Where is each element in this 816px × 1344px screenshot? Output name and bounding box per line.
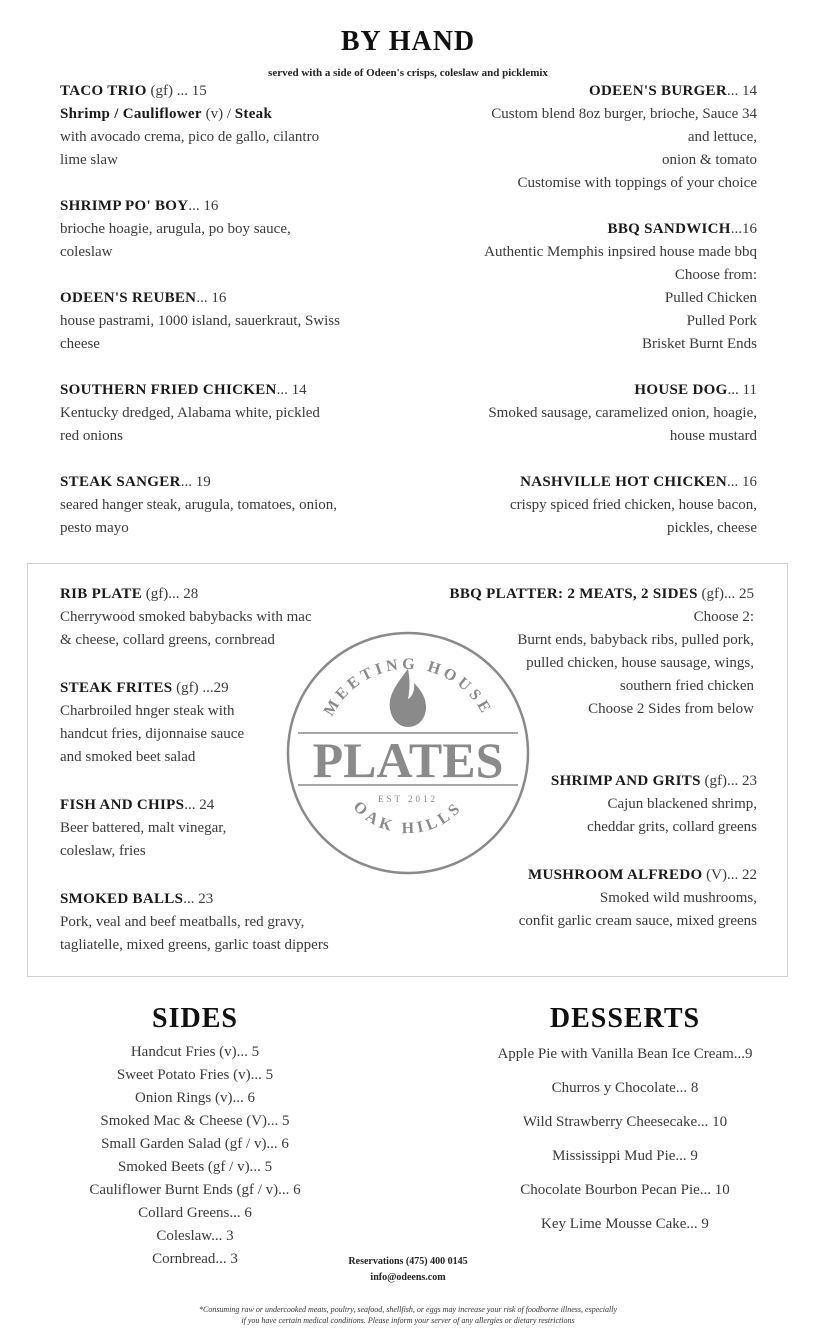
menu-item-steak-sanger [60, 471, 380, 540]
item-desc: Beer battered, malt vinegar, [60, 820, 227, 836]
item-option-sep: (v) / [201, 106, 235, 122]
item-name: MUSHROOM ALFREDO [528, 867, 703, 883]
logo-est-text: EST 2012 [377, 794, 439, 804]
item-desc: Brisket Burnt Ends [642, 336, 757, 352]
menu-item-shrimp-po-boy [60, 195, 380, 264]
item-desc: house mustard [669, 428, 757, 444]
menu-item-smoked-balls [60, 888, 370, 957]
list-item: Onion Rings (v)... 6 [135, 1090, 255, 1106]
item-desc: coleslaw [60, 244, 113, 260]
list-item: Apple Pie with Vanilla Bean Ice Cream...9 [497, 1046, 753, 1062]
item-desc: Choose 2 Sides from below [588, 701, 754, 717]
list-item: Sweet Potato Fries (v)... 5 [116, 1067, 274, 1083]
item-price: (gf)... 25 [697, 586, 754, 602]
sides-title: SIDES [152, 1003, 238, 1034]
item-desc: cheese [60, 336, 100, 352]
menu-item-odeens-reuben [60, 287, 380, 356]
item-name: ODEEN'S REUBEN [60, 290, 197, 306]
by-hand-left-column [60, 80, 380, 540]
item-desc: Smoked wild mushrooms, [599, 890, 757, 906]
menu-item-bbq-sandwich [427, 218, 757, 356]
item-name: FISH AND CHIPS [60, 797, 185, 813]
item-desc: handcut fries, dijonnaise sauce [60, 726, 245, 742]
logo-bottom-text: OAK HILLS [349, 798, 467, 838]
desserts-list [470, 1037, 780, 1241]
item-option: Shrimp / Cauliflower [60, 106, 202, 122]
item-price: ... 16 [196, 290, 227, 306]
item-desc: pulled chicken, house sausage, wings, [526, 655, 754, 671]
item-price: ... 19 [180, 474, 211, 490]
menu-item-house-dog [427, 379, 757, 448]
item-desc: Choose from: [674, 267, 757, 283]
menu-item-nashville-hot-chicken [427, 471, 757, 540]
item-name: RIB PLATE [60, 586, 143, 602]
desserts-title: DESSERTS [549, 1003, 701, 1034]
menu-item-rib-plate [60, 583, 370, 652]
item-desc: pesto mayo [60, 520, 129, 536]
item-desc: Burnt ends, babyback ribs, pulled pork, [517, 632, 754, 648]
item-desc: Pork, veal and beef meatballs, red gravy, [60, 914, 305, 930]
item-name: SOUTHERN FRIED CHICKEN [60, 382, 277, 398]
item-desc: confit garlic cream sauce, mixed greens [518, 913, 757, 929]
item-name: ODEEN'S BURGER [589, 83, 727, 99]
by-hand-right-column [427, 80, 757, 540]
logo-main-text: PLATES [312, 732, 504, 788]
item-price: (gf)... 28 [142, 586, 199, 602]
reservations-phone: Reservations (475) 400 0145 [348, 1256, 468, 1267]
item-price: (V)... 22 [702, 867, 757, 883]
item-desc: brioche hoagie, arugula, po boy sauce, [60, 221, 291, 237]
item-desc: Pulled Chicken [664, 290, 757, 306]
item-price: ... 16 [188, 198, 219, 214]
item-name: BBQ SANDWICH [607, 221, 731, 237]
item-price: (gf) ... 15 [146, 83, 207, 99]
item-price: ... 23 [183, 891, 214, 907]
item-desc: red onions [60, 428, 123, 444]
menu-item-steak-frites [60, 677, 370, 769]
item-desc: coleslaw, fries [60, 843, 146, 859]
item-price: (gf)... 23 [700, 773, 757, 789]
item-price: ... 14 [727, 83, 757, 99]
item-desc: & cheese, collard greens, cornbread [60, 632, 275, 648]
plates-left-column [60, 583, 370, 957]
item-price: ... 16 [727, 474, 757, 490]
item-desc: Charbroiled hnger steak with [60, 703, 235, 719]
list-item: Smoked Mac & Cheese (V)... 5 [100, 1113, 290, 1129]
menu-item-taco-trio [60, 80, 380, 172]
item-desc: onion & tomato [662, 152, 757, 168]
list-item: Collard Greens... 6 [138, 1205, 252, 1221]
page-subtitle: served with a side of Odeen's crisps, coleslaw and picklemix [268, 67, 548, 79]
item-name: SHRIMP AND GRITS [550, 773, 701, 789]
list-item: Handcut Fries (v)... 5 [130, 1044, 260, 1060]
item-desc: house pastrami, 1000 island, sauerkraut, Swiss [60, 313, 340, 329]
item-desc: Authentic Memphis inpsired house made bbq [484, 244, 757, 260]
footer-disclaimer [0, 1304, 816, 1326]
list-item: Chocolate Bourbon Pecan Pie... 10 [520, 1182, 730, 1198]
item-name: HOUSE DOG [634, 382, 728, 398]
item-price: ... 14 [276, 382, 307, 398]
item-desc: Cajun blackened shrimp, [607, 796, 757, 812]
menu-item-fish-and-chips [60, 794, 370, 863]
item-name: NASHVILLE HOT CHICKEN [520, 474, 727, 490]
list-item: Cauliflower Burnt Ends (gf / v)... 6 [89, 1182, 301, 1198]
item-desc: pickles, cheese [667, 520, 757, 536]
item-option: Steak [234, 106, 273, 122]
item-name: TACO TRIO [60, 83, 147, 99]
item-desc: southern fried chicken [619, 678, 754, 694]
list-item: Smoked Beets (gf / v)... 5 [117, 1159, 273, 1175]
item-desc: Cherrywood smoked babybacks with mac [60, 609, 312, 625]
list-item: Wild Strawberry Cheesecake... 10 [522, 1114, 728, 1130]
list-item: Small Garden Salad (gf / v)... 6 [101, 1136, 289, 1152]
item-desc: tagliatelle, mixed greens, garlic toast dippers [60, 937, 329, 953]
item-desc: cheddar grits, collard greens [587, 819, 757, 835]
item-desc: Custom blend 8oz burger, brioche, Sauce 34 [491, 106, 757, 122]
item-name: STEAK SANGER [60, 474, 181, 490]
item-name: SHRIMP PO' BOY [60, 198, 189, 214]
contact-email: info@odeens.com [370, 1272, 446, 1283]
item-price: ...16 [730, 221, 757, 237]
item-desc: Kentucky dredged, Alabama white, pickled [60, 405, 320, 421]
item-desc: with avocado crema, pico de gallo, cilantro [60, 129, 320, 145]
item-desc: and lettuce, [687, 129, 757, 145]
list-item: Coleslaw... 3 [156, 1228, 234, 1244]
menu-item-mushroom-alfredo [437, 864, 757, 933]
item-desc: Choose 2: [693, 609, 754, 625]
contact-info [318, 1254, 498, 1286]
item-desc: seared hanger steak, arugula, tomatoes, onion, [60, 497, 337, 513]
item-desc: and smoked beet salad [60, 749, 196, 765]
item-name: BBQ PLATTER: 2 MEATS, 2 SIDES [449, 586, 698, 602]
menu-item-odeens-burger [427, 80, 757, 195]
item-price: ... 24 [184, 797, 215, 813]
item-price: ... 11 [727, 382, 757, 398]
menu-item-shrimp-and-grits [437, 770, 757, 839]
logo-top-text: MEETING HOUSE [320, 655, 496, 720]
item-desc: Pulled Pork [686, 313, 757, 329]
menu-item-southern-fried-chicken [60, 379, 380, 448]
list-item: Churros y Chocolate... 8 [551, 1080, 699, 1096]
item-price: (gf) ...29 [172, 680, 229, 696]
plates-right-column [437, 583, 757, 933]
item-name: SMOKED BALLS [60, 891, 184, 907]
disclaimer-line-1: *Consuming raw or undercooked meats, poultry, seafood, shellfish, or eggs may increase your risk of foodborne illness, especially [198, 1305, 618, 1314]
menu-item-bbq-platter [437, 583, 754, 721]
page-title: BY HAND [340, 26, 476, 57]
item-desc: crispy spiced fried chicken, house bacon, [510, 497, 757, 513]
item-desc: Customise with toppings of your choice [517, 175, 757, 191]
item-desc: Smoked sausage, caramelized onion, hoagie, [488, 405, 757, 421]
sides-list [40, 1041, 350, 1271]
list-item: Mississippi Mud Pie... 9 [552, 1148, 698, 1164]
item-desc: lime slaw [60, 152, 118, 168]
flame-icon [390, 669, 426, 727]
list-item: Cornbread... 3 [152, 1251, 238, 1267]
list-item: Key Lime Mousse Cake... 9 [541, 1216, 709, 1232]
disclaimer-line-2: if you have certain medical conditions. Please inform your server of any allergies or dietary restrictions [241, 1316, 575, 1325]
item-name: STEAK FRITES [60, 680, 173, 696]
